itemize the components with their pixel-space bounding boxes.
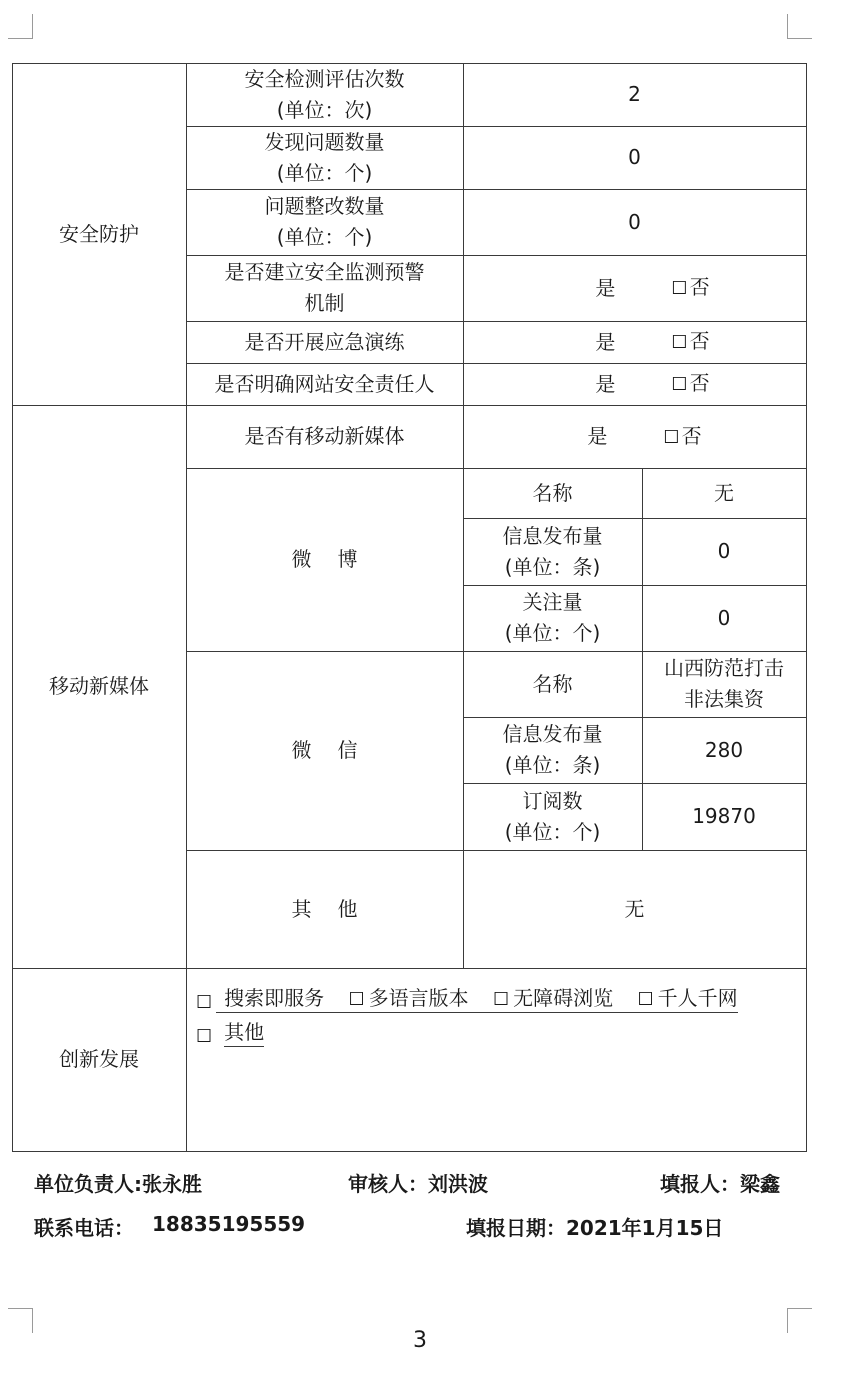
innovation-underline-group	[216, 982, 738, 1013]
sub-label: 名称	[532, 671, 573, 696]
row-label: 是否明确网站安全责任人	[214, 371, 435, 396]
row-unit: (单位：个)	[276, 160, 373, 185]
checkbox-icon[interactable]: ☐	[196, 992, 213, 1013]
innovation-row	[196, 1017, 796, 1047]
option-yes[interactable]: 是	[587, 424, 608, 448]
option-accessible[interactable]: 无障碍浏览	[513, 986, 614, 1010]
sub-value: 19870	[692, 804, 756, 828]
checkbox-icon[interactable]: ☐	[493, 989, 510, 1010]
checkbox-icon[interactable]: ☐	[637, 989, 654, 1010]
section-innovation-label: 创新发展	[59, 1047, 139, 1071]
page-corner-mark	[8, 1308, 33, 1333]
sub-label	[463, 717, 642, 783]
yes-no-choice[interactable]	[463, 405, 806, 468]
weibo-label-text: 微博	[291, 547, 384, 571]
row-value: 0	[628, 145, 641, 169]
option-yes[interactable]: 是	[595, 329, 616, 354]
sub-value-line1: 山西防范打击	[664, 656, 784, 680]
sub-label	[463, 518, 642, 585]
sub-value: 0	[717, 605, 731, 630]
sub-label-text: 信息发布量	[502, 722, 603, 746]
wechat-label	[186, 651, 463, 850]
sub-label-text: 信息发布量	[502, 523, 603, 548]
fill-date: 填报日期：2021年1月15日	[466, 1216, 724, 1240]
row-label: 是否有移动新媒体	[244, 424, 405, 448]
sub-label	[463, 783, 642, 850]
row-value: 2	[628, 82, 641, 106]
page-corner-mark	[787, 14, 812, 39]
checkbox-icon[interactable]: ☐	[348, 989, 365, 1010]
other-label-text: 其他	[291, 896, 384, 921]
sub-value-line2: 非法集资	[684, 687, 764, 711]
reviewer: 审核人：刘洪波	[348, 1172, 488, 1196]
weibo-label	[186, 468, 463, 651]
other-value: 无	[624, 896, 645, 921]
checkbox-icon[interactable]: ☐	[196, 1026, 213, 1047]
innovation-row	[196, 983, 796, 1013]
unit-head: 单位负责人:张永胜	[34, 1172, 202, 1196]
option-no[interactable]: ☐ 否	[663, 421, 701, 453]
sub-unit: (单位：条)	[504, 753, 601, 777]
sub-value: 280	[704, 737, 744, 762]
option-no[interactable]: ☐ 否	[671, 368, 709, 400]
option-no[interactable]: ☐ 否	[671, 326, 709, 358]
page-corner-mark	[8, 14, 33, 39]
row-value: 0	[628, 209, 641, 234]
row-label	[186, 126, 463, 189]
innovation-options	[196, 983, 796, 1047]
sub-value	[642, 651, 806, 717]
yes-no-choice[interactable]	[463, 321, 806, 363]
row-label	[186, 189, 463, 255]
section-security-label: 安全防护	[59, 221, 139, 246]
option-personalized[interactable]: 千人千网	[657, 986, 738, 1010]
row-label-text: 问题整改数量	[264, 194, 385, 218]
row-label-text: 安全检测评估次数	[244, 66, 405, 91]
option-yes[interactable]: 是	[595, 275, 616, 300]
sub-label-text: 关注量	[522, 590, 583, 614]
option-multilingual[interactable]: 多语言版本	[368, 986, 469, 1010]
row-unit: (单位：个)	[276, 225, 373, 249]
row-label-text-cont: 机制	[304, 291, 345, 315]
sub-label: 名称	[532, 480, 573, 505]
row-label	[186, 63, 463, 126]
sub-unit: (单位：个)	[504, 621, 601, 645]
sub-value: 无	[714, 480, 734, 505]
row-unit: (单位：次)	[276, 97, 373, 122]
sub-unit: (单位：条)	[504, 554, 601, 579]
option-no[interactable]: ☐ 否	[671, 272, 709, 304]
yes-no-choice[interactable]	[463, 363, 806, 405]
row-label: 是否开展应急演练	[244, 329, 405, 354]
phone-label: 联系电话：	[34, 1216, 134, 1240]
page-number: 3	[413, 1328, 427, 1353]
sub-label	[463, 585, 642, 651]
wechat-label-text: 微信	[291, 738, 384, 762]
option-other[interactable]: 其他	[224, 1016, 264, 1047]
other-label	[186, 850, 463, 968]
phone-number: 18835195559	[152, 1212, 306, 1236]
section-mobile-label: 移动新媒体	[49, 674, 149, 698]
yes-no-choice[interactable]	[463, 255, 806, 321]
sub-label-text: 订阅数	[522, 788, 583, 813]
page-corner-mark	[787, 1308, 812, 1333]
row-label-text: 是否建立安全监测预警	[224, 260, 425, 284]
option-search-service[interactable]: 搜索即服务	[224, 986, 325, 1010]
sub-unit: (单位：个)	[504, 819, 601, 844]
option-yes[interactable]: 是	[595, 371, 616, 396]
filler: 填报人：梁鑫	[660, 1172, 780, 1196]
row-label	[186, 255, 463, 321]
row-label-text: 发现问题数量	[264, 129, 385, 154]
sub-value: 0	[717, 539, 731, 563]
